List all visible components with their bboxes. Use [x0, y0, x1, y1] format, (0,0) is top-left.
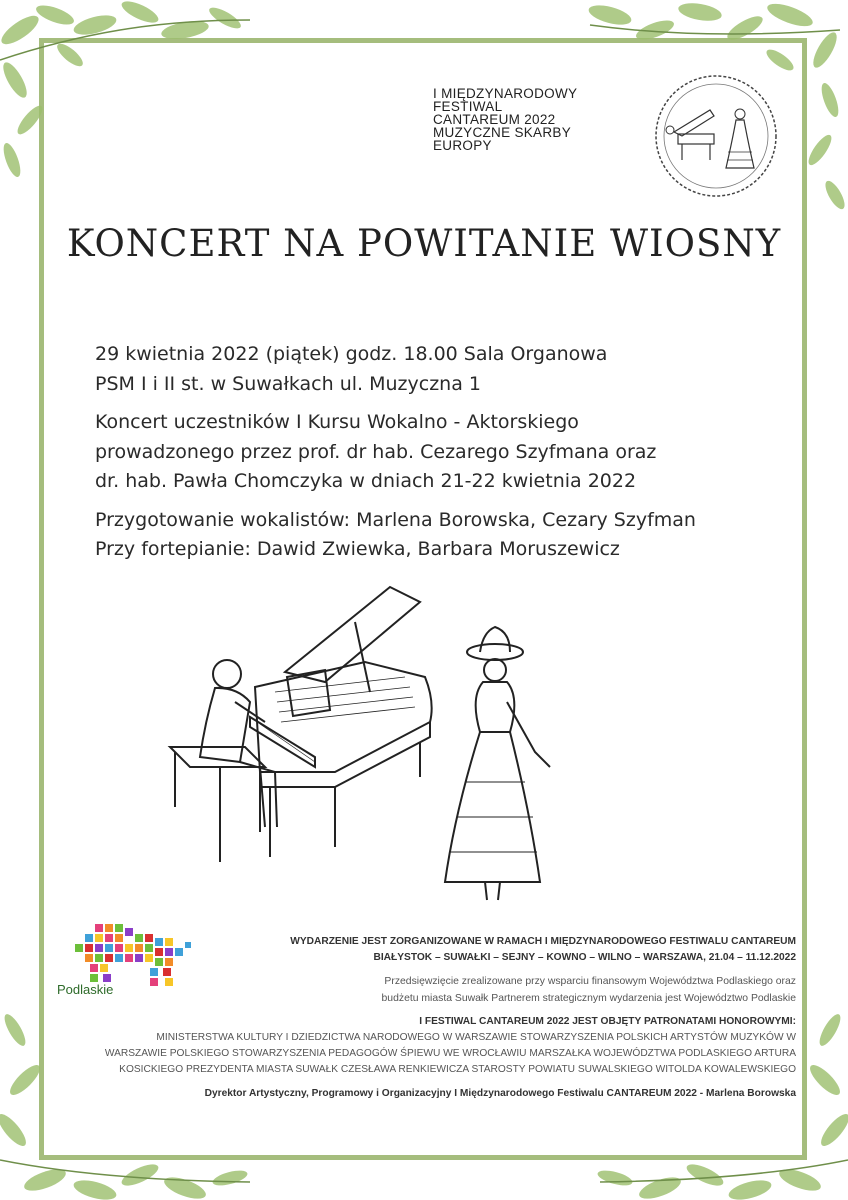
patronage-line-1: MINISTERSTWA KULTURY I DZIEDZICTWA NARODOWEGO W WARSZAWIE STOWARZYSZENIA POLSKICH ARTYSTÓW MUZYKÓW W	[156, 1032, 796, 1043]
support-line-1: Przedsięwzięcie zrealizowane przy wsparciu finansowym Województwa Podlaskiego oraz	[384, 976, 796, 987]
patronage-line-2: WARSZAWIE POLSKIEGO STOWARZYSZENIA PEDAGOGÓW ŚPIEWU WE WROCŁAWIU MARSZAŁKA WOJEWÓDZTWA PODLASKIEGO ARTURA	[104, 1048, 796, 1059]
festival-medallion-icon	[652, 72, 780, 200]
festival-header-line: FESTIWAL	[433, 99, 503, 114]
festival-header-line: MUZYCZNE SKARBY	[433, 125, 572, 140]
patronage-title: I FESTIWAL CANTAREUM 2022 JEST OBJĘTY PATRONATAMI HONOROWYMI:	[419, 1016, 796, 1027]
organized-line-1: WYDARZENIE JEST ZORGANIZOWANE W RAMACH I MIĘDZYNARODOWEGO FESTIWALU CANTAREUM	[290, 936, 796, 947]
course-line: Koncert uczestników I Kursu Wokalno - Aktorskiego	[95, 411, 579, 433]
festival-header-line: EUROPY	[433, 138, 492, 153]
venue-paragraph	[95, 340, 795, 399]
venue-line: 29 kwietnia 2022 (piątek) godz. 18.00 Sala Organowa	[95, 343, 608, 365]
leaf-decoration-top-left	[0, 0, 260, 200]
festival-header-line: I MIĘDZYNARODOWY	[433, 86, 578, 101]
course-line: prowadzonego przez prof. dr hab. Cezarego Szyfmana oraz	[95, 440, 657, 463]
festival-header-line: CANTAREUM 2022	[433, 112, 556, 127]
performers-line: Przygotowanie wokalistów: Marlena Borowska, Cezary Szyfman	[95, 508, 696, 531]
performers-paragraph	[95, 506, 795, 565]
piano-singer-illustration	[165, 582, 565, 912]
course-line: dr. hab. Pawła Chomczyka w dniach 21-22 kwietnia 2022	[95, 470, 637, 492]
organized-line-2: BIAŁYSTOK – SUWAŁKI – SEJNY – KOWNO – WILNO – WARSZAWA, 21.04 – 11.12.2022	[373, 952, 796, 963]
concert-details	[95, 340, 795, 574]
course-paragraph	[95, 408, 795, 497]
page-title: KONCERT NA POWITANIE WIOSNY	[66, 222, 782, 265]
support-line-2: budżetu miasta Suwałk Partnerem strategicznym wydarzenia jest Województwo Podlaskie	[381, 993, 796, 1004]
performers-line: Przy fortepianie: Dawid Zwiewka, Barbara Moruszewicz	[95, 538, 620, 560]
podlaskie-logo-label: Podlaskie	[57, 982, 114, 997]
patronage-line-3: KOSICKIEGO PREZYDENTA MIASTA SUWAŁK CZESŁAWA RENKIEWICZA STAROSTY POWIATU SUWALSKIEGO WITOLDA KOWALEWSKIEGO	[119, 1064, 796, 1075]
festival-header	[433, 87, 643, 152]
venue-line: PSM I i II st. w Suwałkach ul. Muzyczna 1	[95, 372, 481, 395]
director-credit: Dyrektor Artystyczny, Programowy i Organizacyjny I Międzynarodowego Festiwalu CANTAREUM 2022 - Marlena Borowska	[204, 1088, 796, 1099]
